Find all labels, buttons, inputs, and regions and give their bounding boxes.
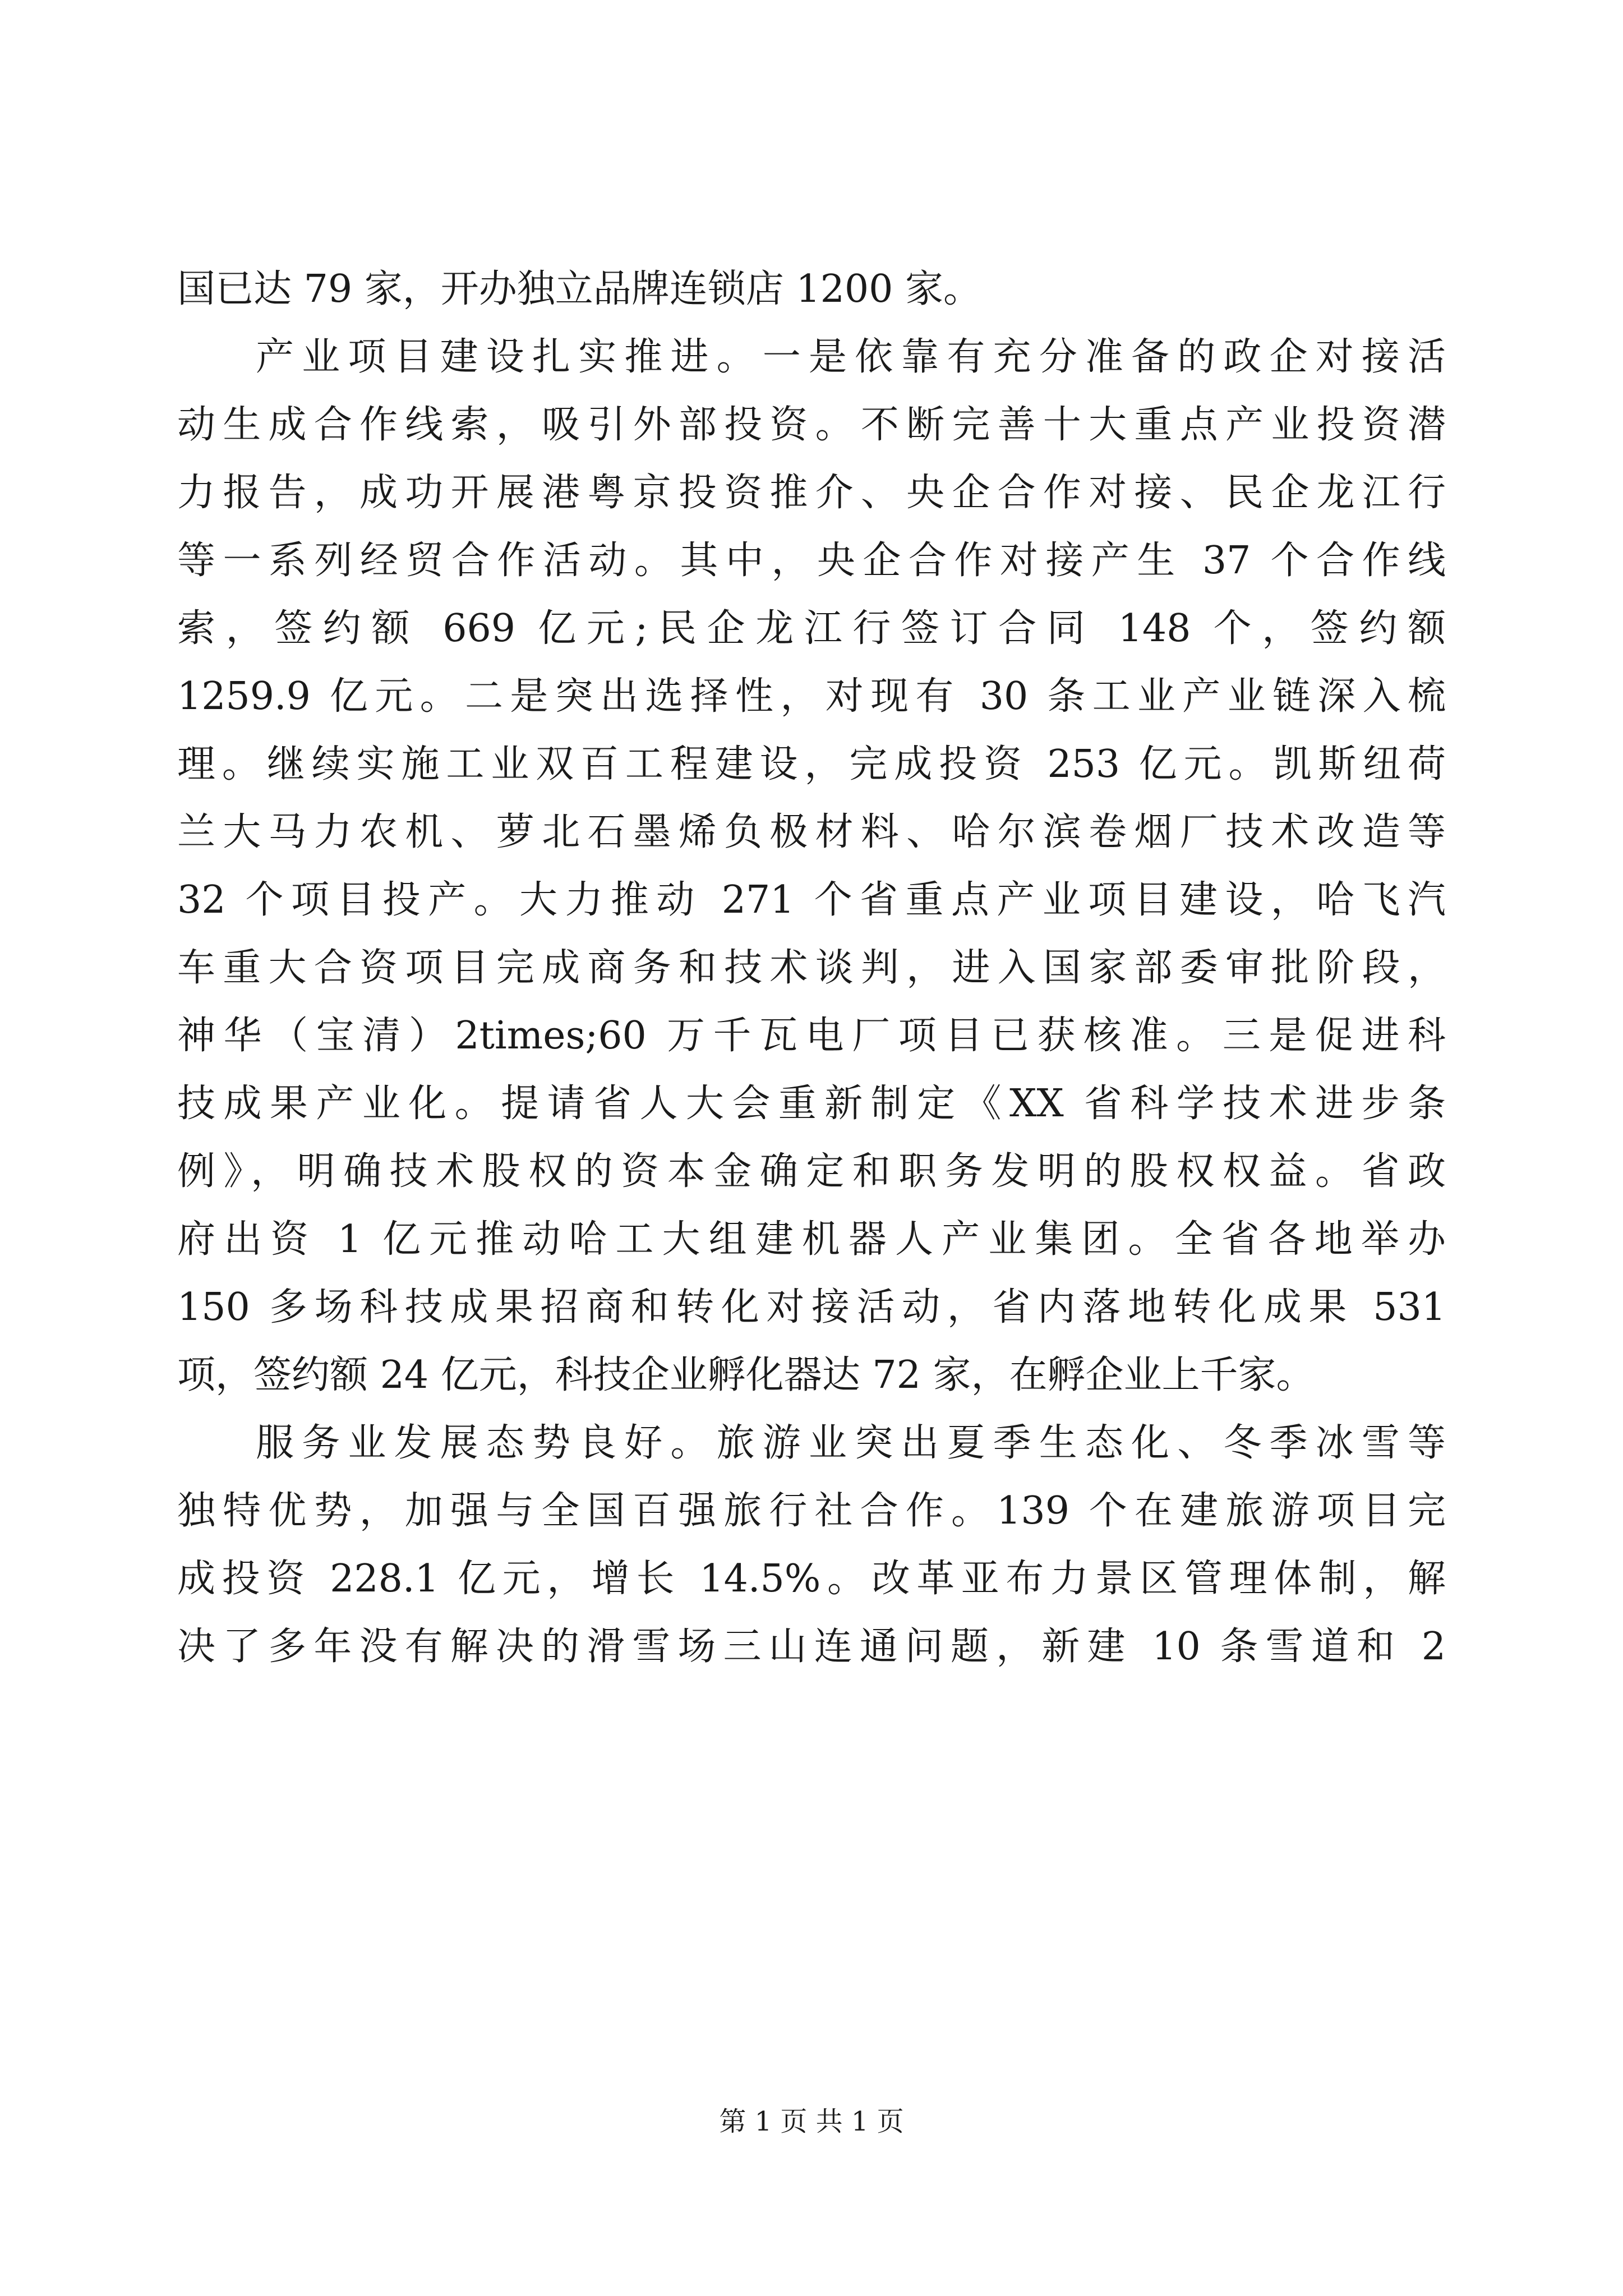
page-number-label: 第 1 页 共 1 页 bbox=[719, 2106, 904, 2137]
text-line: 索，签约额 669 亿元;民企龙江行签订合同 148 个，签约额 bbox=[177, 606, 1446, 651]
document-body bbox=[177, 255, 1446, 1681]
text-line: 车重大合资项目完成商务和技术谈判，进入国家部委审批阶段， bbox=[177, 946, 1446, 990]
text-line: 例》，明确技术股权的资本金确定和职务发明的股权权益。省政 bbox=[177, 1149, 1446, 1194]
text-line: 32 个项目投产。大力推动 271 个省重点产业项目建设，哈飞汽 bbox=[177, 878, 1446, 922]
text-line: 决了多年没有解决的滑雪场三山连通问题，新建 10 条雪道和 2 bbox=[177, 1625, 1446, 1669]
text-line: 独特优势，加强与全国百强旅行社合作。139 个在建旅游项目完 bbox=[177, 1489, 1446, 1533]
text-line: 理。继续实施工业双百工程建设，完成投资 253 亿元。凯斯纽荷 bbox=[177, 742, 1446, 786]
paragraph-start-line: 产业项目建设扎实推进。一是依靠有充分准备的政企对接活 bbox=[256, 335, 1446, 379]
text-line: 150 多场科技成果招商和转化对接活动，省内落地转化成果 531 bbox=[177, 1285, 1446, 1329]
text-line: 神华（宝清）2times;60 万千瓦电厂项目已获核准。三是促进科 bbox=[177, 1014, 1446, 1058]
paragraph-start-line: 服务业发展态势良好。旅游业突出夏季生态化、冬季冰雪等 bbox=[256, 1421, 1446, 1465]
text-line: 兰大马力农机、萝北石墨烯负极材料、哈尔滨卷烟厂技术改造等 bbox=[177, 810, 1446, 854]
text-line: 等一系列经贸合作活动。其中，央企合作对接产生 37 个合作线 bbox=[177, 539, 1446, 583]
text-line: 动生成合作线索，吸引外部投资。不断完善十大重点产业投资潜 bbox=[177, 403, 1446, 447]
page-footer bbox=[0, 2105, 1623, 2138]
text-line: 项，签约额 24 亿元，科技企业孵化器达 72 家，在孵企业上千家。 bbox=[177, 1353, 1315, 1397]
text-line: 国已达 79 家，开办独立品牌连锁店 1200 家。 bbox=[177, 267, 982, 311]
text-line: 府出资 1 亿元推动哈工大组建机器人产业集团。全省各地举办 bbox=[177, 1217, 1446, 1262]
text-line: 力报告，成功开展港粤京投资推介、央企合作对接、民企龙江行 bbox=[177, 471, 1446, 515]
text-line: 成投资 228.1 亿元，增长 14.5%。改革亚布力景区管理体制，解 bbox=[177, 1557, 1446, 1601]
text-line: 技成果产业化。提请省人大会重新制定《XX 省科学技术进步条 bbox=[177, 1082, 1446, 1126]
text-line: 1259.9 亿元。二是突出选择性，对现有 30 条工业产业链深入梳 bbox=[177, 674, 1446, 719]
